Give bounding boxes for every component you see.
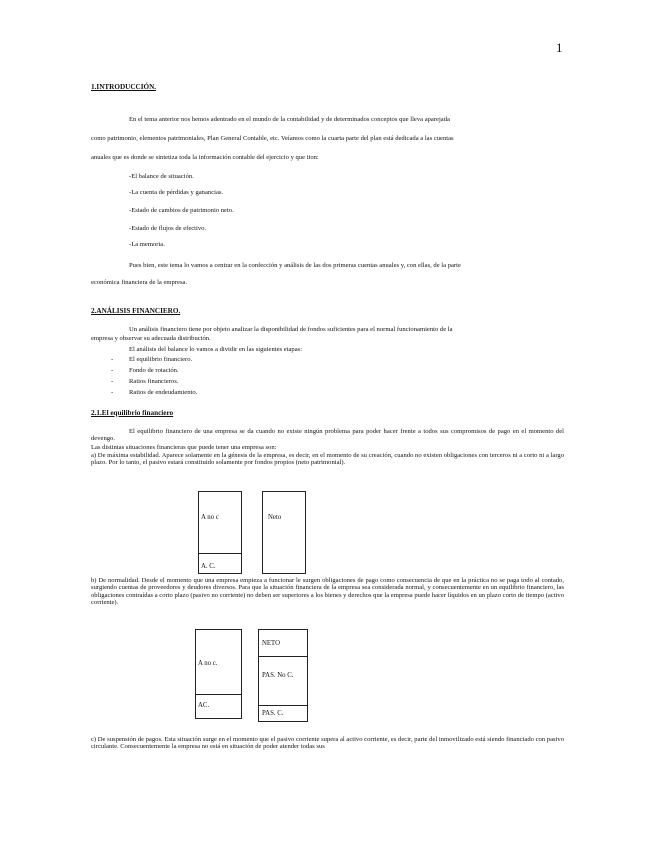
diagram-b-divider [258,656,308,657]
list-item: El equilibrio financiero. [129,356,193,363]
sec21-para1: El equilibrio financiero de una empresa se da cuando no existe ningún problema para poder hacer frente a todos sus compromisos de pago en el momento del devengo. [91,428,564,443]
diagram-b-divider [258,705,308,706]
diagram-b-label-neto: NETO [262,640,280,647]
sec1-para2-line2: económica financiera de la empresa. [91,279,188,286]
section-2-heading: 2.ANÁLISIS FINANCIERO. [91,307,181,315]
sec1-para1-line2: como patrimonio, elementos patrimoniales, Plan General Contable, etc. Veíamos como la cuarta parte del plan está dedicada a las cuentas [91,135,454,142]
sec21-c-text: c) De suspensión de pagos. Esta situación surge en el momento que el pasivo corriente supera al activo corriente, es decir, parte del inmovilizado está siendo financiado con pasivo circulante. Consecuentemente la empresa no está en situación de poder atender todas sus [91,736,564,751]
sec2-para2: El análisis del balance lo vamos a dividir en las siguientes etapas: [129,346,303,353]
bullet: - [111,356,114,363]
diagram-b-label-anc: A no c. [198,660,218,667]
sec21-para2: Las distintas situaciones financieras que puede tener una empresa son: [91,444,277,451]
list-item: -El balance de situación. [129,173,194,180]
diagram-a-divider [198,553,242,554]
bullet: - [111,389,114,396]
sec2-para1-line1: Un análisis financiero tiene por objeto analizar la disponibilidad de fondos suficientes para el normal funcionamiento de la [129,326,453,333]
sec2-para1-line2: empresa y observar su adecuada distribución. [91,335,211,342]
bullet: - [111,378,114,385]
list-item: -Estado de cambios de patrimonio neto. [129,207,234,214]
bullet: - [111,367,114,374]
list-item: -La memoria. [129,241,165,248]
list-item: Ratios de endeudamiento. [129,389,198,396]
list-item: -Estado de flujos de efectivo. [129,225,207,232]
list-item: Ratios financieros. [129,378,179,385]
sec1-para2-line1: Pues bien, este tema lo vamos a centrar en la confección y análisis de las dos primeras cuentas anuales y, con ellas, de la parte [129,262,461,269]
diagram-a-label-anc: A no c [201,514,219,521]
diagram-a-label-neto: Neto [268,514,282,521]
section-2-1-heading: 2.1.El equilibrio financiero [91,409,174,417]
sec1-para1-line3: anuales que es donde se sintetiza toda la información contable del ejercicio y que tion: [91,154,319,161]
diagram-a-equity-box [262,491,306,574]
sec21-a-text: a) De máxima estabilidad. Aparece solamente en la génesis de la empresa, es decir, en el momento de su creación, cuando no existen obligaciones con terceros ni a corto ni a largo plazo. Por lo tanto, el pasivo estará constituido solamente por fondos propios (neto patrimonial). [91,452,564,467]
list-item: Fondo de rotación. [129,367,179,374]
section-1-heading: 1.INTRODUCCIÓN. [91,83,157,91]
diagram-b-label-pasc: PAS. C. [262,710,284,717]
sec1-para1-line1: En el tema anterior nos hemos adentrado en el mundo de la contabilidad y de determinados conceptos que lleva aparejada [129,116,450,123]
diagram-a-asset-box [198,491,242,574]
diagram-a-label-ac: A. C. [201,563,216,570]
diagram-b-label-pasnoc: PAS. No C. [262,672,294,679]
sec21-b-text: b) De normalidad. Desde el momento que una empresa empieza a funcionar le surgen obligaciones de pago como consecuencia de que en la práctica no se paga todo al contado, surgiendo cuentas de proveedores y deudores diversos. Para que la situación financiera de la empresa sea considerada normal, y consecuentemente en un equilibrio financiero, las obligaciones contraídas a corto plazo (pasivo no corriente) no deben ser superiores a los bienes y derechos que la empresa puede hacer líquidos en un plazo corto de tiempo (activo corriente). [91,577,564,607]
list-item: -La cuenta de pérdidas y ganancias. [129,189,224,196]
page-number: 1 [556,40,563,55]
diagram-b-label-ac: AC. [198,702,210,709]
diagram-b-divider [195,694,242,695]
